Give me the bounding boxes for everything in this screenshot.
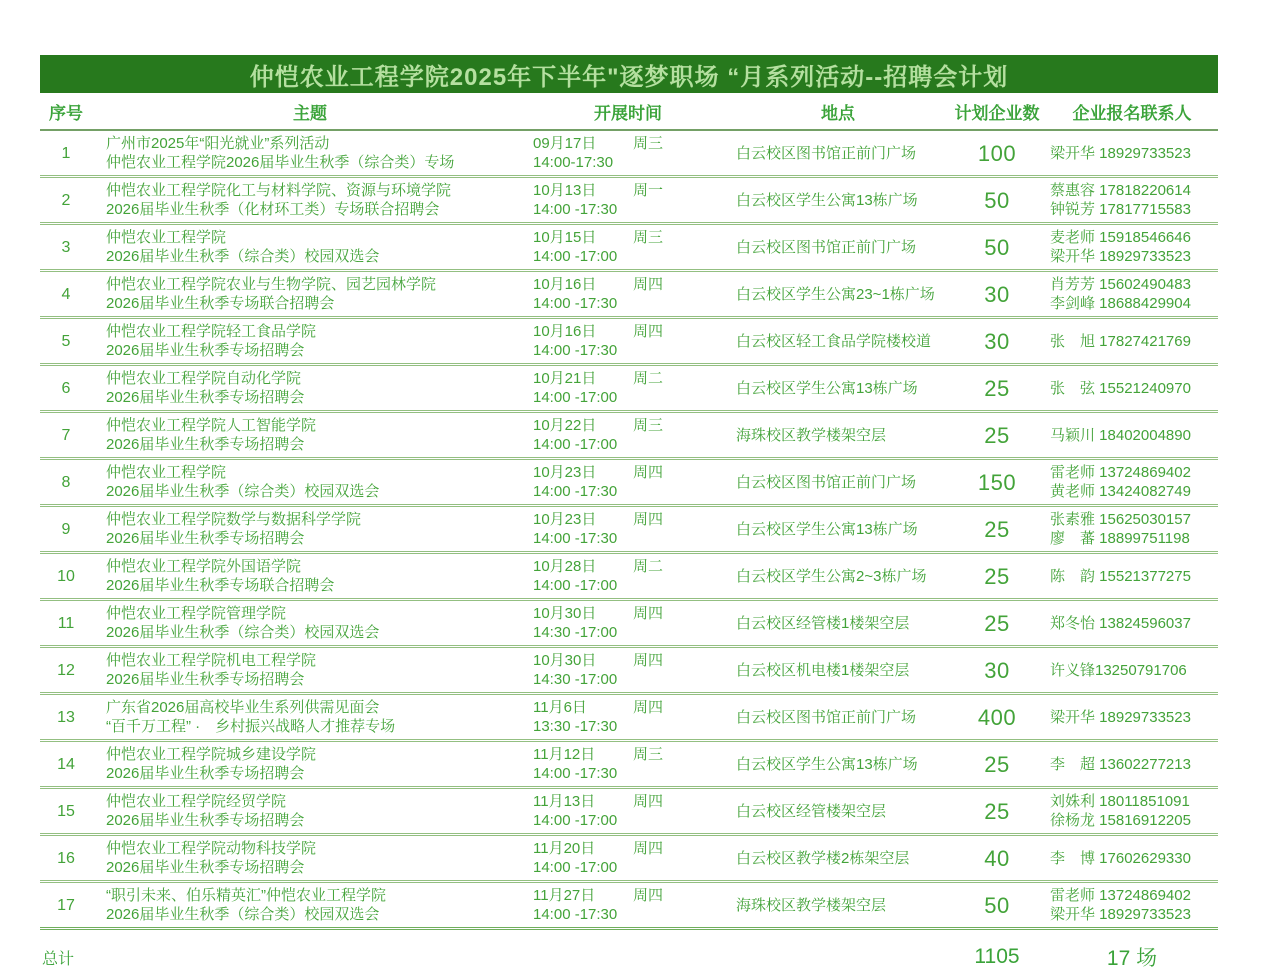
row-contact-line2: 钟锐芳 17817715583 bbox=[1050, 201, 1191, 218]
row-weekday: 周三 bbox=[633, 417, 664, 434]
row-contact bbox=[1046, 886, 1218, 924]
row-hours: 14:00 -17:30 bbox=[533, 483, 618, 500]
row-theme bbox=[92, 134, 528, 172]
row-company-count: 25 bbox=[984, 563, 1010, 589]
row-weekday: 周四 bbox=[633, 840, 664, 857]
row-number: 3 bbox=[61, 238, 71, 256]
row-hours: 14:00 -17:00 bbox=[533, 577, 618, 594]
row-contact bbox=[1046, 755, 1218, 774]
row-location: 白云校区图书馆正前门广场 bbox=[736, 144, 917, 162]
row-contact-line2: 梁开华 18929733523 bbox=[1050, 248, 1191, 265]
table-row bbox=[40, 880, 1218, 927]
row-date: 10月21日 bbox=[533, 370, 597, 387]
row-date: 10月30日 bbox=[533, 652, 597, 669]
row-dateline bbox=[533, 651, 728, 670]
table-row bbox=[40, 131, 1218, 175]
row-time bbox=[528, 651, 728, 689]
row-dateline bbox=[533, 792, 728, 811]
row-location: 海珠校区教学楼架空层 bbox=[736, 426, 887, 444]
total-companies: 1105 bbox=[974, 945, 1020, 968]
row-company-count: 25 bbox=[984, 375, 1010, 401]
row-contact-line1: 郑冬怡 13824596037 bbox=[1050, 614, 1191, 632]
row-time bbox=[528, 228, 728, 266]
total-sessions: 17 场 bbox=[1106, 947, 1158, 970]
row-contact bbox=[1046, 275, 1218, 313]
row-time bbox=[528, 745, 728, 783]
table-title: 仲恺农业工程学院2025年下半年"逐梦职场 “月系列活动--招聘会计划 bbox=[249, 63, 1009, 91]
row-location: 白云校区经管楼架空层 bbox=[736, 802, 887, 820]
col-header-no: 序号 bbox=[49, 103, 83, 123]
row-theme-line2: 2026届毕业生秋季专场招聘会 bbox=[106, 765, 305, 782]
table-row bbox=[40, 363, 1218, 410]
row-date: 11月6日 bbox=[533, 699, 587, 716]
row-theme bbox=[92, 886, 528, 924]
row-number: 17 bbox=[57, 896, 75, 914]
row-contact-line1: 李 博 17602629330 bbox=[1050, 849, 1191, 867]
row-hours: 13:30 -17:30 bbox=[533, 718, 618, 735]
row-theme bbox=[92, 181, 528, 219]
row-contact bbox=[1046, 792, 1218, 830]
row-theme bbox=[92, 651, 528, 689]
row-number: 1 bbox=[61, 144, 71, 162]
table-row bbox=[40, 222, 1218, 269]
table-row bbox=[40, 833, 1218, 880]
row-theme bbox=[92, 228, 528, 266]
row-theme-line2: “百千万工程” · 乡村振兴战略人才推荐专场 bbox=[106, 718, 396, 735]
row-contact bbox=[1046, 332, 1218, 351]
row-theme-line2: 仲恺农业工程学院2026届毕业生秋季（综合类）专场 bbox=[106, 154, 455, 171]
row-contact bbox=[1046, 567, 1218, 586]
row-hours: 14:30 -17:00 bbox=[533, 624, 618, 641]
row-theme bbox=[92, 792, 528, 830]
row-contact-line2: 李剑峰 18688429904 bbox=[1050, 295, 1191, 312]
row-time bbox=[528, 134, 728, 172]
row-date: 10月30日 bbox=[533, 605, 597, 622]
row-theme bbox=[92, 369, 528, 407]
row-hours: 14:00 -17:00 bbox=[533, 859, 618, 876]
row-location: 白云校区学生公寓23~1栋广场 bbox=[736, 285, 935, 303]
table-bottom-border bbox=[40, 927, 1218, 930]
row-contact-line2: 梁开华 18929733523 bbox=[1050, 906, 1191, 923]
row-dateline bbox=[533, 510, 728, 529]
row-contact bbox=[1046, 463, 1218, 501]
row-theme bbox=[92, 463, 528, 501]
row-company-count: 30 bbox=[984, 328, 1010, 354]
row-location: 白云校区图书馆正前门广场 bbox=[736, 473, 917, 491]
row-theme-line1: 仲恺农业工程学院自动化学院 bbox=[106, 370, 302, 387]
row-dateline bbox=[533, 322, 728, 341]
row-hours: 14:30 -17:00 bbox=[533, 671, 618, 688]
row-theme bbox=[92, 698, 528, 736]
row-time bbox=[528, 792, 728, 830]
row-theme-line1: 仲恺农业工程学院经贸学院 bbox=[106, 793, 287, 810]
row-hours: 14:00 -17:00 bbox=[533, 248, 618, 265]
row-weekday: 周三 bbox=[633, 746, 664, 763]
row-date: 11月27日 bbox=[533, 887, 596, 904]
row-weekday: 周四 bbox=[633, 605, 664, 622]
row-contact bbox=[1046, 144, 1218, 163]
col-header-time: 开展时间 bbox=[594, 103, 662, 123]
row-contact bbox=[1046, 181, 1218, 219]
row-time bbox=[528, 322, 728, 360]
row-contact-line1: 雷老师 13724869402 bbox=[1050, 464, 1191, 481]
row-contact-line1: 雷老师 13724869402 bbox=[1050, 887, 1191, 904]
row-location: 白云校区学生公寓13栋广场 bbox=[736, 191, 918, 209]
row-company-count: 25 bbox=[984, 516, 1010, 542]
table-total-row bbox=[40, 940, 1218, 974]
table-header-row bbox=[40, 93, 1218, 131]
row-dateline bbox=[533, 134, 728, 153]
row-date: 10月13日 bbox=[533, 182, 597, 199]
row-date: 10月23日 bbox=[533, 511, 597, 528]
row-company-count: 50 bbox=[984, 187, 1010, 213]
row-location: 白云校区机电楼1楼架空层 bbox=[736, 661, 910, 679]
row-location: 白云校区教学楼2栋架空层 bbox=[736, 849, 910, 867]
row-time bbox=[528, 416, 728, 454]
row-contact-line1: 陈 韵 15521377275 bbox=[1050, 567, 1191, 585]
row-number: 8 bbox=[61, 473, 71, 491]
row-contact-line1: 张 弦 15521240970 bbox=[1050, 379, 1191, 397]
row-company-count: 40 bbox=[984, 845, 1010, 871]
row-contact bbox=[1046, 661, 1218, 680]
row-location: 白云校区轻工食品学院楼校道 bbox=[736, 332, 932, 350]
row-company-count: 25 bbox=[984, 610, 1010, 636]
row-theme-line1: 仲恺农业工程学院管理学院 bbox=[106, 605, 287, 622]
row-time bbox=[528, 463, 728, 501]
row-contact-line1: 梁开华 18929733523 bbox=[1050, 144, 1191, 162]
row-weekday: 周三 bbox=[633, 229, 664, 246]
row-theme-line2: 2026届毕业生秋季专场招聘会 bbox=[106, 342, 305, 359]
row-weekday: 周二 bbox=[633, 370, 664, 387]
table-row bbox=[40, 692, 1218, 739]
row-theme bbox=[92, 510, 528, 548]
row-weekday: 周四 bbox=[633, 652, 664, 669]
row-theme-line2: 2026届毕业生秋季专场招聘会 bbox=[106, 530, 305, 547]
row-dateline bbox=[533, 604, 728, 623]
row-location: 白云校区学生公寓13栋广场 bbox=[736, 379, 918, 397]
table-row bbox=[40, 598, 1218, 645]
row-number: 16 bbox=[57, 849, 75, 867]
row-date: 11月12日 bbox=[533, 746, 596, 763]
row-time bbox=[528, 510, 728, 548]
row-hours: 14:00 -17:30 bbox=[533, 906, 618, 923]
row-hours: 14:00 -17:30 bbox=[533, 530, 618, 547]
row-hours: 14:00-17:30 bbox=[533, 154, 614, 171]
row-weekday: 周三 bbox=[633, 135, 664, 152]
row-contact bbox=[1046, 426, 1218, 445]
table-row bbox=[40, 175, 1218, 222]
row-date: 11月13日 bbox=[533, 793, 596, 810]
row-location: 白云校区图书馆正前门广场 bbox=[736, 238, 917, 256]
row-time bbox=[528, 369, 728, 407]
row-location: 白云校区学生公寓13栋广场 bbox=[736, 520, 918, 538]
row-number: 11 bbox=[57, 614, 75, 632]
row-weekday: 周四 bbox=[633, 276, 664, 293]
row-number: 2 bbox=[61, 191, 71, 209]
row-weekday: 周一 bbox=[633, 182, 664, 199]
row-company-count: 50 bbox=[984, 892, 1010, 918]
row-date: 09月17日 bbox=[533, 135, 597, 152]
row-hours: 14:00 -17:30 bbox=[533, 201, 618, 218]
row-date: 10月16日 bbox=[533, 276, 597, 293]
row-date: 11月20日 bbox=[533, 840, 596, 857]
row-dateline bbox=[533, 463, 728, 482]
row-location: 海珠校区教学楼架空层 bbox=[736, 896, 887, 914]
row-time bbox=[528, 886, 728, 924]
row-company-count: 30 bbox=[984, 657, 1010, 683]
row-theme-line2: 2026届毕业生秋季（综合类）校园双选会 bbox=[106, 624, 380, 641]
row-theme-line1: 仲恺农业工程学院动物科技学院 bbox=[106, 840, 317, 857]
row-contact-line1: 肖芳芳 15602490483 bbox=[1050, 276, 1191, 293]
row-theme-line1: 仲恺农业工程学院 bbox=[106, 464, 227, 481]
row-dateline bbox=[533, 369, 728, 388]
col-header-theme: 主题 bbox=[293, 103, 327, 123]
table-title-bar bbox=[40, 55, 1218, 93]
row-contact bbox=[1046, 510, 1218, 548]
row-theme bbox=[92, 745, 528, 783]
row-contact bbox=[1046, 614, 1218, 633]
row-contact-line1: 张素雅 15625030157 bbox=[1050, 511, 1191, 528]
row-contact-line1: 蔡惠容 17818220614 bbox=[1050, 182, 1191, 199]
row-theme-line1: 广州市2025年“阳光就业”系列活动 bbox=[106, 135, 330, 152]
row-company-count: 30 bbox=[984, 281, 1010, 307]
row-number: 13 bbox=[57, 708, 75, 726]
row-theme-line2: 2026届毕业生秋季专场招聘会 bbox=[106, 436, 305, 453]
row-hours: 14:00 -17:30 bbox=[533, 342, 618, 359]
row-weekday: 周四 bbox=[633, 511, 664, 528]
row-contact-line1: 李 超 13602277213 bbox=[1050, 755, 1191, 773]
row-contact-line2: 徐杨龙 15816912205 bbox=[1050, 812, 1191, 829]
row-theme bbox=[92, 322, 528, 360]
row-contact-line1: 刘姝利 18011851091 bbox=[1050, 793, 1190, 810]
row-weekday: 周四 bbox=[633, 323, 664, 340]
row-theme-line1: 仲恺农业工程学院机电工程学院 bbox=[106, 652, 317, 669]
row-dateline bbox=[533, 416, 728, 435]
row-contact bbox=[1046, 379, 1218, 398]
table-row bbox=[40, 786, 1218, 833]
col-header-location: 地点 bbox=[821, 103, 855, 123]
row-number: 7 bbox=[61, 426, 71, 444]
row-time bbox=[528, 698, 728, 736]
row-number: 4 bbox=[61, 285, 71, 303]
row-company-count: 25 bbox=[984, 751, 1010, 777]
row-hours: 14:00 -17:30 bbox=[533, 295, 618, 312]
row-dateline bbox=[533, 698, 728, 717]
row-hours: 14:00 -17:00 bbox=[533, 812, 618, 829]
row-theme-line1: 仲恺农业工程学院外国语学院 bbox=[106, 558, 302, 575]
row-contact bbox=[1046, 708, 1218, 727]
row-dateline bbox=[533, 557, 728, 576]
row-theme-line2: 2026届毕业生秋季（综合类）校园双选会 bbox=[106, 906, 380, 923]
row-contact bbox=[1046, 228, 1218, 266]
total-label: 总计 bbox=[42, 950, 75, 968]
row-number: 14 bbox=[57, 755, 75, 773]
row-number: 10 bbox=[57, 567, 75, 585]
table-row bbox=[40, 551, 1218, 598]
row-company-count: 50 bbox=[984, 234, 1010, 260]
row-time bbox=[528, 181, 728, 219]
table-row bbox=[40, 645, 1218, 692]
row-company-count: 25 bbox=[984, 798, 1010, 824]
row-theme bbox=[92, 275, 528, 313]
row-theme-line2: 2026届毕业生秋季专场招聘会 bbox=[106, 389, 305, 406]
row-dateline bbox=[533, 181, 728, 200]
col-header-count: 计划企业数 bbox=[954, 103, 1040, 123]
row-weekday: 周二 bbox=[633, 558, 664, 575]
row-theme-line2: 2026届毕业生秋季专场联合招聘会 bbox=[106, 577, 335, 594]
row-location: 白云校区学生公寓13栋广场 bbox=[736, 755, 918, 773]
table-row bbox=[40, 739, 1218, 786]
table-row bbox=[40, 316, 1218, 363]
row-date: 10月28日 bbox=[533, 558, 597, 575]
row-theme-line1: 仲恺农业工程学院城乡建设学院 bbox=[106, 746, 317, 763]
row-theme-line1: 仲恺农业工程学院农业与生物学院、园艺园林学院 bbox=[106, 276, 437, 293]
row-contact-line1: 许义锋13250791706 bbox=[1050, 661, 1187, 679]
row-theme bbox=[92, 557, 528, 595]
row-contact-line1: 麦老师 15918546646 bbox=[1050, 229, 1191, 246]
row-theme-line2: 2026届毕业生秋季专场联合招聘会 bbox=[106, 295, 335, 312]
row-dateline bbox=[533, 275, 728, 294]
row-location: 白云校区图书馆正前门广场 bbox=[736, 708, 917, 726]
row-number: 6 bbox=[61, 379, 71, 397]
row-dateline bbox=[533, 745, 728, 764]
row-theme-line1: 广东省2026届高校毕业生系列供需见面会 bbox=[106, 699, 380, 716]
row-theme-line2: 2026届毕业生秋季专场招聘会 bbox=[106, 671, 305, 688]
row-number: 9 bbox=[61, 520, 71, 538]
row-number: 15 bbox=[57, 802, 75, 820]
row-hours: 14:00 -17:00 bbox=[533, 389, 618, 406]
table-row bbox=[40, 457, 1218, 504]
row-contact-line2: 黄老师 13424082749 bbox=[1050, 483, 1191, 500]
row-theme-line1: 仲恺农业工程学院数学与数据科学学院 bbox=[106, 511, 362, 528]
row-contact-line1: 马颖川 18402004890 bbox=[1050, 426, 1191, 444]
schedule-table bbox=[40, 55, 1218, 974]
row-weekday: 周四 bbox=[633, 793, 664, 810]
row-theme-line1: 仲恺农业工程学院人工智能学院 bbox=[106, 417, 317, 434]
row-company-count: 150 bbox=[977, 469, 1017, 495]
row-theme-line2: 2026届毕业生秋季（综合类）校园双选会 bbox=[106, 248, 380, 265]
table-row bbox=[40, 269, 1218, 316]
row-dateline bbox=[533, 886, 728, 905]
table-row bbox=[40, 410, 1218, 457]
row-dateline bbox=[533, 228, 728, 247]
row-date: 10月16日 bbox=[533, 323, 597, 340]
row-theme bbox=[92, 839, 528, 877]
row-time bbox=[528, 557, 728, 595]
row-theme-line1: 仲恺农业工程学院轻工食品学院 bbox=[106, 323, 317, 340]
row-theme-line1: 仲恺农业工程学院 bbox=[106, 229, 227, 246]
row-contact-line2: 廖 蕃 18899751198 bbox=[1050, 530, 1190, 547]
row-hours: 14:00 -17:00 bbox=[533, 436, 618, 453]
row-company-count: 25 bbox=[984, 422, 1010, 448]
col-header-contact: 企业报名联系人 bbox=[1072, 103, 1192, 123]
table-row bbox=[40, 504, 1218, 551]
row-time bbox=[528, 275, 728, 313]
row-theme-line2: 2026届毕业生秋季专场招聘会 bbox=[106, 859, 305, 876]
row-contact-line1: 张 旭 17827421769 bbox=[1050, 332, 1191, 350]
table-body bbox=[40, 131, 1218, 927]
row-number: 5 bbox=[61, 332, 71, 350]
row-contact-line1: 梁开华 18929733523 bbox=[1050, 708, 1191, 726]
row-theme bbox=[92, 416, 528, 454]
row-theme-line2: 2026届毕业生秋季（综合类）校园双选会 bbox=[106, 483, 380, 500]
row-date: 10月23日 bbox=[533, 464, 597, 481]
row-theme-line2: 2026届毕业生秋季专场招聘会 bbox=[106, 812, 305, 829]
row-company-count: 100 bbox=[977, 140, 1017, 166]
row-weekday: 周四 bbox=[633, 699, 664, 716]
row-time bbox=[528, 604, 728, 642]
row-location: 白云校区经管楼1楼架空层 bbox=[736, 614, 910, 632]
row-location: 白云校区学生公寓2~3栋广场 bbox=[736, 567, 927, 585]
row-weekday: 周四 bbox=[633, 464, 664, 481]
row-theme-line1: “职引未来、伯乐精英汇”仲恺农业工程学院 bbox=[106, 887, 386, 904]
row-number: 12 bbox=[57, 661, 75, 679]
row-hours: 14:00 -17:30 bbox=[533, 765, 618, 782]
row-weekday: 周四 bbox=[633, 887, 664, 904]
row-date: 10月15日 bbox=[533, 229, 597, 246]
row-time bbox=[528, 839, 728, 877]
row-theme bbox=[92, 604, 528, 642]
row-dateline bbox=[533, 839, 728, 858]
row-contact bbox=[1046, 849, 1218, 868]
row-date: 10月22日 bbox=[533, 417, 597, 434]
row-company-count: 400 bbox=[977, 704, 1017, 730]
row-theme-line1: 仲恺农业工程学院化工与材料学院、资源与环境学院 bbox=[106, 182, 452, 199]
row-theme-line2: 2026届毕业生秋季（化材环工类）专场联合招聘会 bbox=[106, 201, 440, 218]
